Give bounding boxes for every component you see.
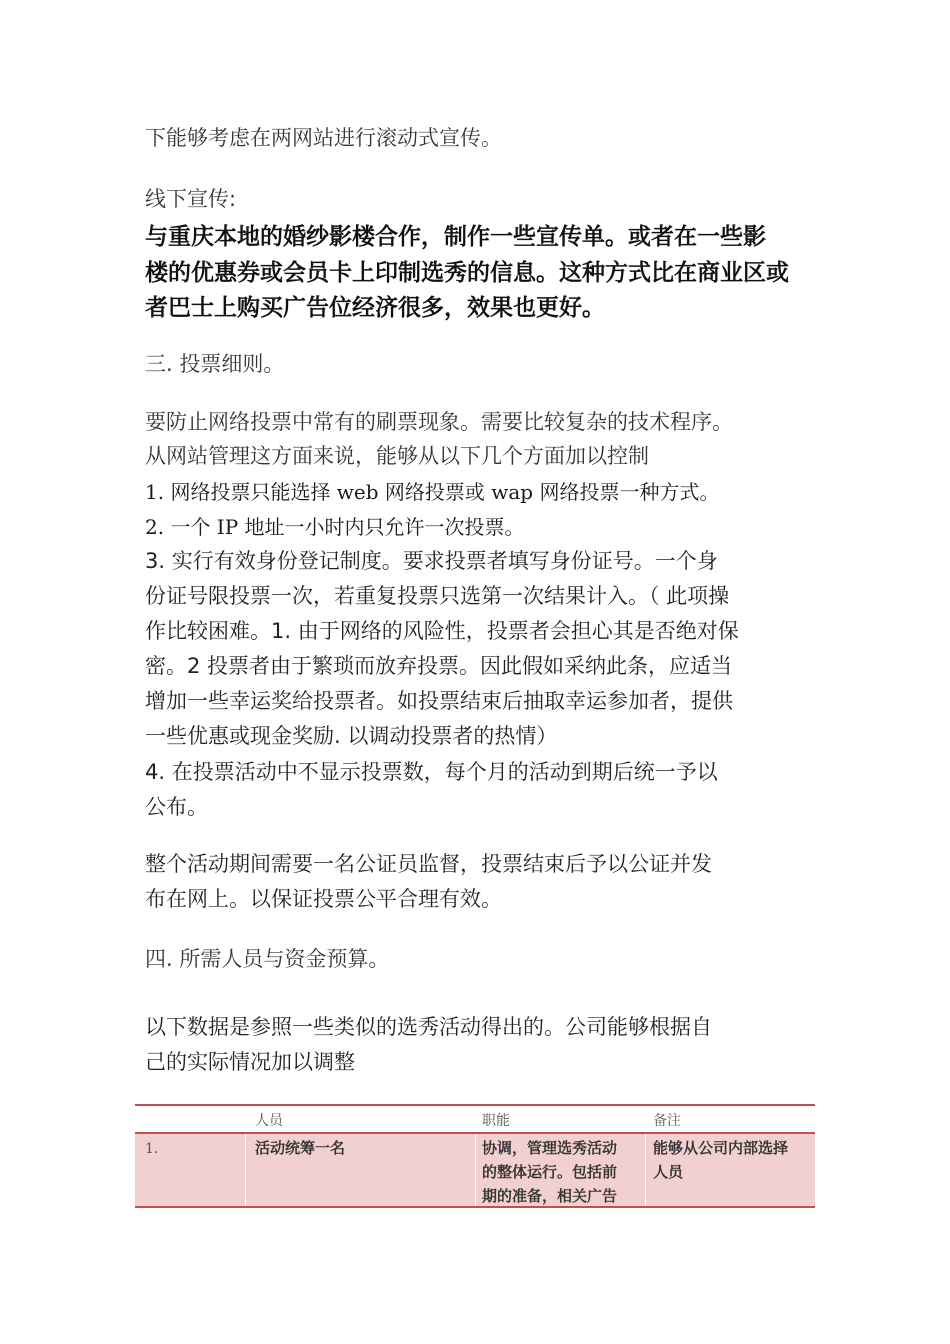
table-top-rule xyxy=(135,1104,815,1106)
table-header-note: 备注 xyxy=(653,1113,681,1129)
paragraph-line: 要防止网络投票中常有的刷票现象。需要比较复杂的技术程序。 xyxy=(145,410,733,434)
paragraph-line: 下能够考虑在两网站进行滚动式宣传。 xyxy=(145,126,502,150)
table-cell-duty-line: 期的准备，相关广告 xyxy=(482,1187,618,1205)
paragraph-line: 与重庆本地的婚纱影楼合作，制作一些宣传单。或者在一些影 xyxy=(145,224,766,250)
table-header-duty: 职能 xyxy=(482,1113,510,1129)
table-cell-index: 1. xyxy=(145,1141,159,1157)
table-bottom-rule xyxy=(135,1206,815,1208)
paragraph-line: 份证号限投票一次，若重复投票只选第一次结果计入。（ 此项操 xyxy=(145,584,730,608)
paragraph-line: 楼的优惠券或会员卡上印制选秀的信息。这种方式比在商业区或 xyxy=(145,260,789,286)
paragraph-line: 一些优惠或现金奖励. 以调动投票者的热情） xyxy=(145,724,558,748)
paragraph-line: 己的实际情况加以调整 xyxy=(145,1050,355,1074)
list-item: 2. 一个 IP 地址一小时内只允许一次投票。 xyxy=(145,515,525,539)
paragraph-line: 从网站管理这方面来说，能够从以下几个方面加以控制 xyxy=(145,444,649,468)
paragraph-line: 作比较困难。1. 由于网络的风险性，投票者会担心其是否绝对保 xyxy=(145,619,739,643)
column-divider xyxy=(245,1134,246,1206)
table-cell-note-line: 能够从公司内部选择 xyxy=(653,1139,789,1157)
section-label: 线下宣传: xyxy=(145,187,237,211)
table-cell-note-line: 人员 xyxy=(653,1163,684,1181)
table-cell-duty-line: 的整体运行。包括前 xyxy=(482,1163,618,1181)
list-item: 3. 实行有效身份登记制度。要求投票者填写身份证号。一个身 xyxy=(145,549,718,573)
paragraph-line: 布在网上。以保证投票公平合理有效。 xyxy=(145,887,502,911)
paragraph-line: 公布。 xyxy=(145,795,208,819)
budget-table xyxy=(135,1104,815,1208)
section-heading: 三. 投票细则。 xyxy=(145,352,285,376)
paragraph-line: 以下数据是参照一些类似的选秀活动得出的。公司能够根据自 xyxy=(145,1015,712,1039)
table-cell-duty-line: 协调，管理选秀活动 xyxy=(482,1139,618,1157)
paragraph-line: 整个活动期间需要一名公证员监督，投票结束后予以公证并发 xyxy=(145,852,712,876)
section-heading: 四. 所需人员与资金预算。 xyxy=(145,947,390,971)
paragraph-line: 密。2 投票者由于繁琐而放弃投票。因此假如采纳此条，应适当 xyxy=(145,654,733,678)
column-divider xyxy=(645,1134,646,1206)
list-item: 4. 在投票活动中不显示投票数，每个月的活动到期后统一予以 xyxy=(145,760,718,784)
table-header-person: 人员 xyxy=(255,1113,283,1129)
column-divider xyxy=(475,1134,476,1206)
list-item: 1. 网络投票只能选择 web 网络投票或 wap 网络投票一种方式。 xyxy=(145,480,720,504)
table-cell-person: 活动统筹一名 xyxy=(255,1139,346,1157)
paragraph-line: 增加一些幸运奖给投票者。如投票结束后抽取幸运参加者，提供 xyxy=(145,689,733,713)
paragraph-line: 者巴士上购买广告位经济很多，效果也更好。 xyxy=(145,295,605,321)
